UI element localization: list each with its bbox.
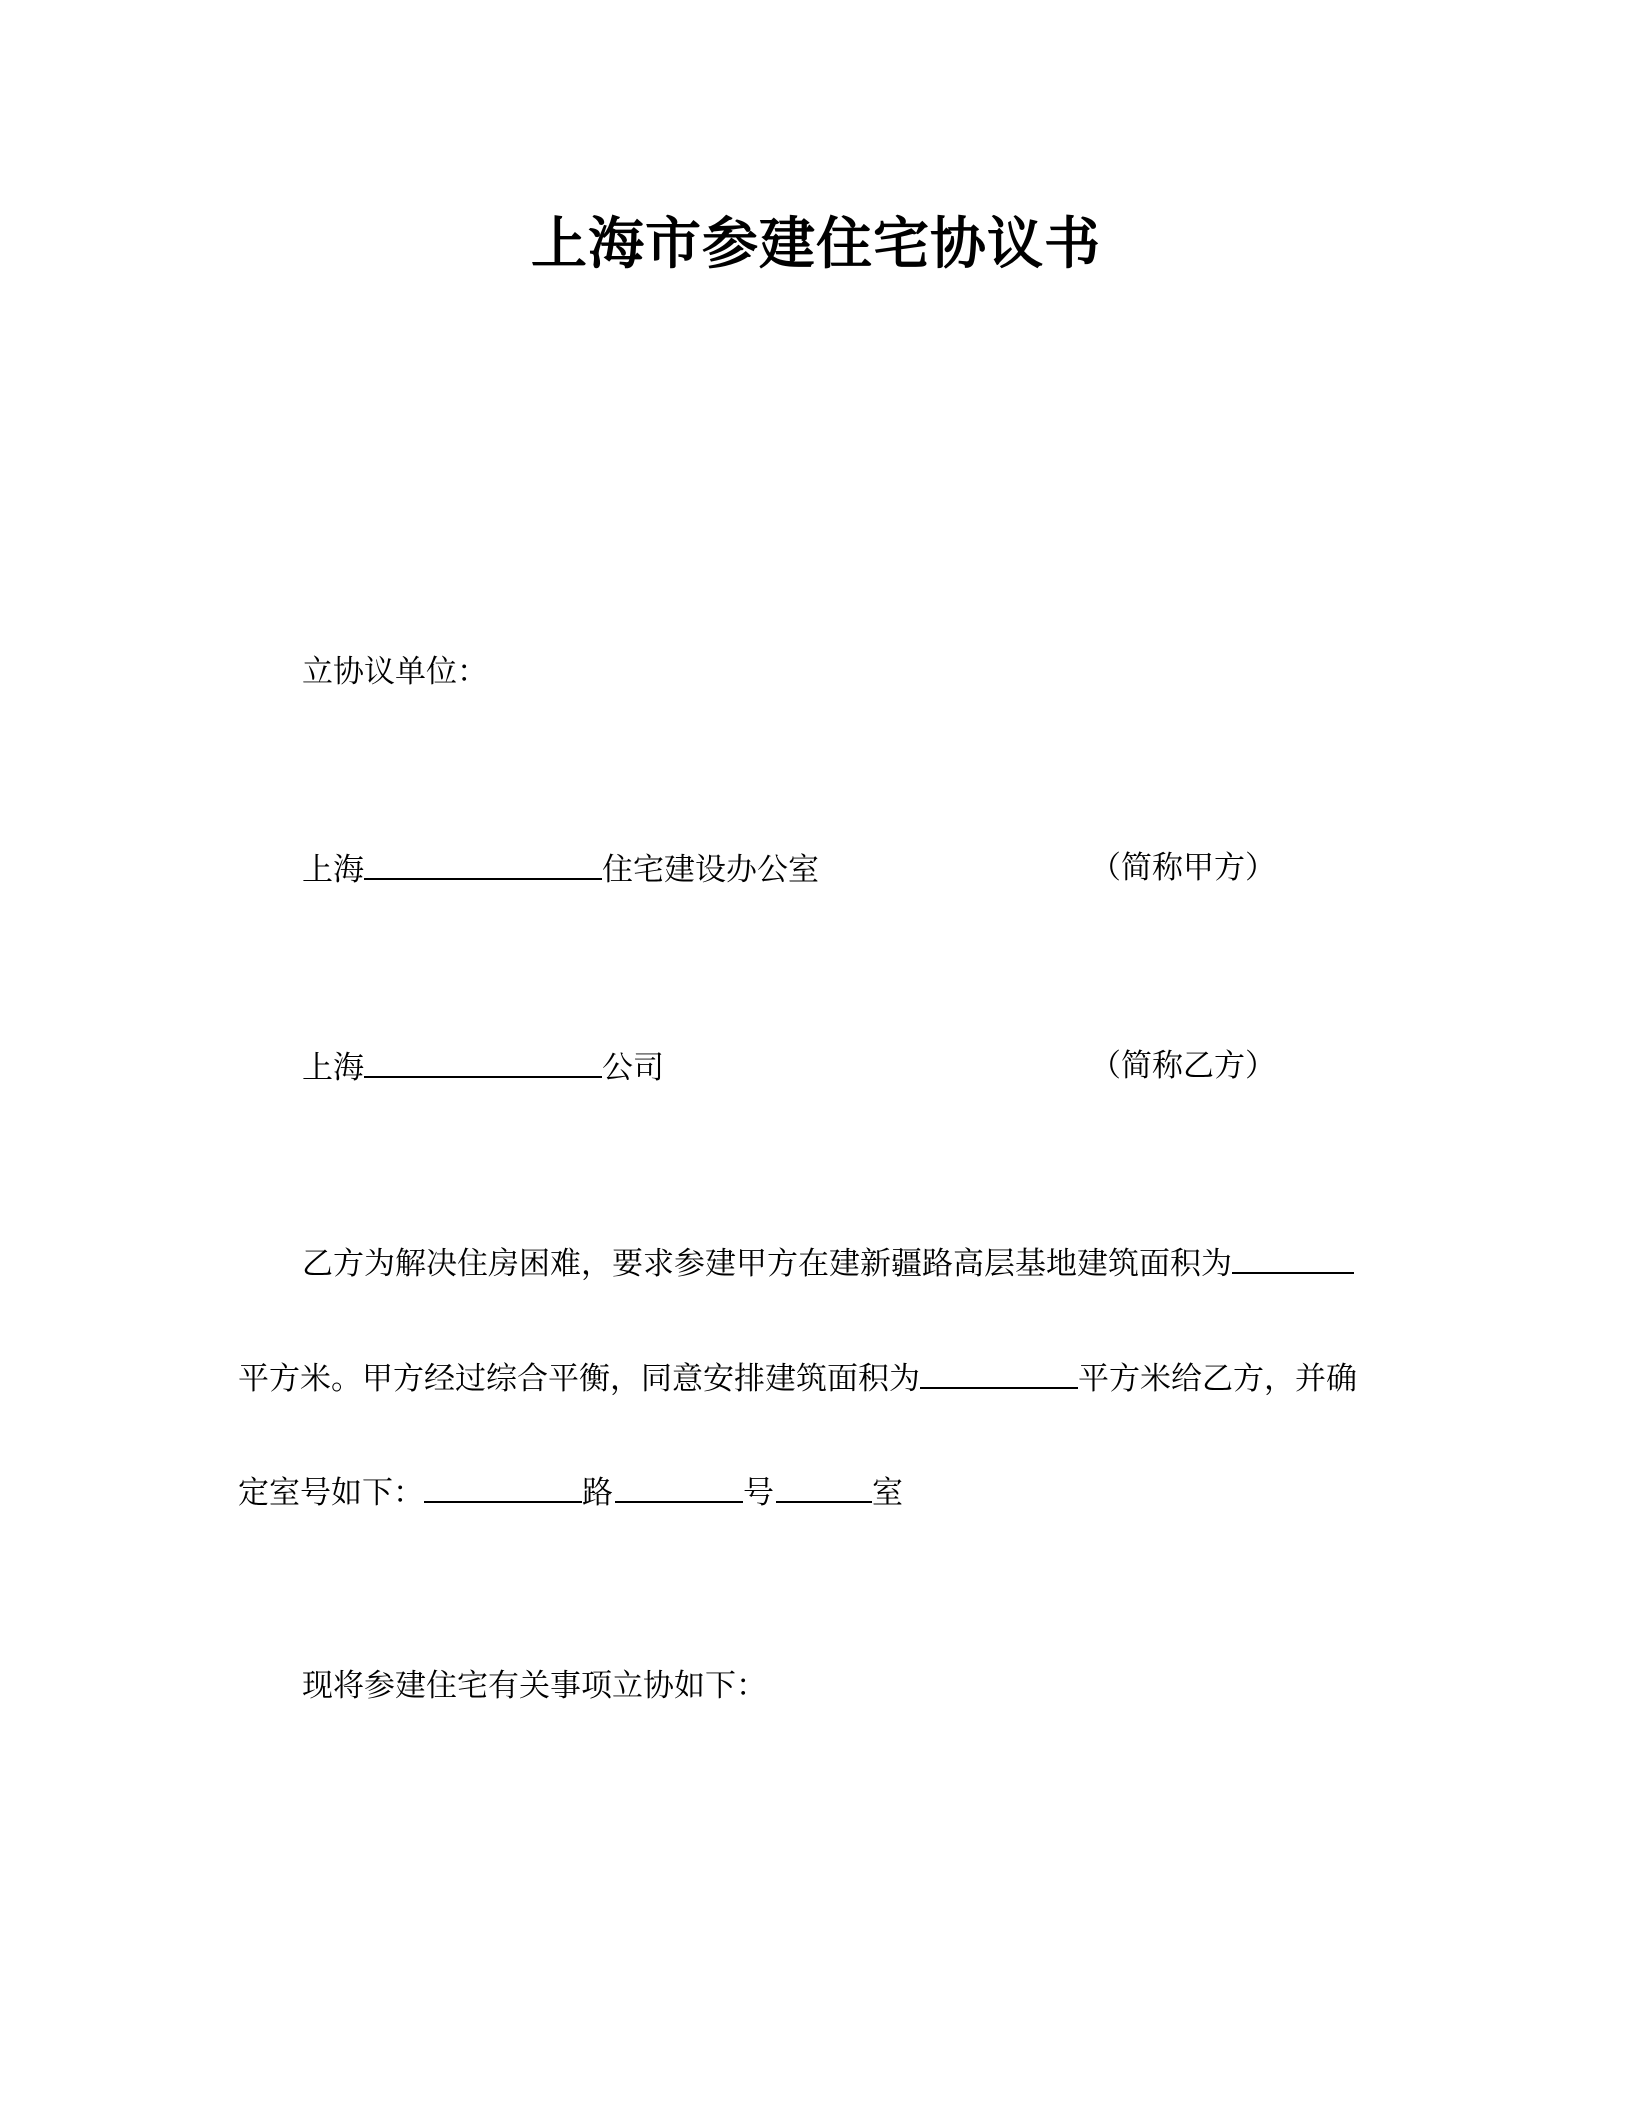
party-a-abbreviation: （简称甲方） — [1090, 850, 1276, 886]
body-line-3-text-a: 定室号如下： — [238, 1475, 424, 1511]
body-line-3 — [238, 1471, 903, 1513]
room-label: 室 — [872, 1475, 903, 1511]
party-b-name-blank — [364, 1046, 602, 1078]
road-blank — [424, 1471, 582, 1503]
room-blank — [776, 1471, 872, 1503]
party-a-line — [302, 848, 819, 890]
number-label: 号 — [743, 1475, 774, 1511]
allocated-area-blank — [920, 1357, 1078, 1389]
body-line-2-text-a: 平方米。甲方经过综合平衡，同意安排建筑面积为 — [238, 1361, 920, 1397]
party-b-line — [302, 1046, 664, 1088]
body-line-2 — [238, 1357, 1357, 1399]
total-area-blank — [1232, 1242, 1354, 1274]
body-line-2-text-b: 平方米给乙方，并确 — [1078, 1361, 1357, 1397]
party-b-prefix: 上海 — [302, 1050, 364, 1086]
party-a-name-blank — [364, 848, 602, 880]
body-line-1-text: 乙方为解决住房困难，要求参建甲方在建新疆路高层基地建筑面积为 — [302, 1246, 1232, 1282]
party-a-prefix: 上海 — [302, 852, 364, 888]
closing-line: 现将参建住宅有关事项立协如下： — [302, 1668, 767, 1704]
party-b-name-suffix: 公司 — [602, 1050, 664, 1086]
number-blank — [615, 1471, 743, 1503]
party-a-name-suffix: 住宅建设办公室 — [602, 852, 819, 888]
body-line-1 — [302, 1242, 1354, 1284]
road-label: 路 — [582, 1475, 613, 1511]
party-b-abbreviation: （简称乙方） — [1090, 1048, 1276, 1084]
parties-heading: 立协议单位： — [302, 654, 488, 690]
document-title: 上海市参建住宅协议书 — [531, 212, 1101, 277]
